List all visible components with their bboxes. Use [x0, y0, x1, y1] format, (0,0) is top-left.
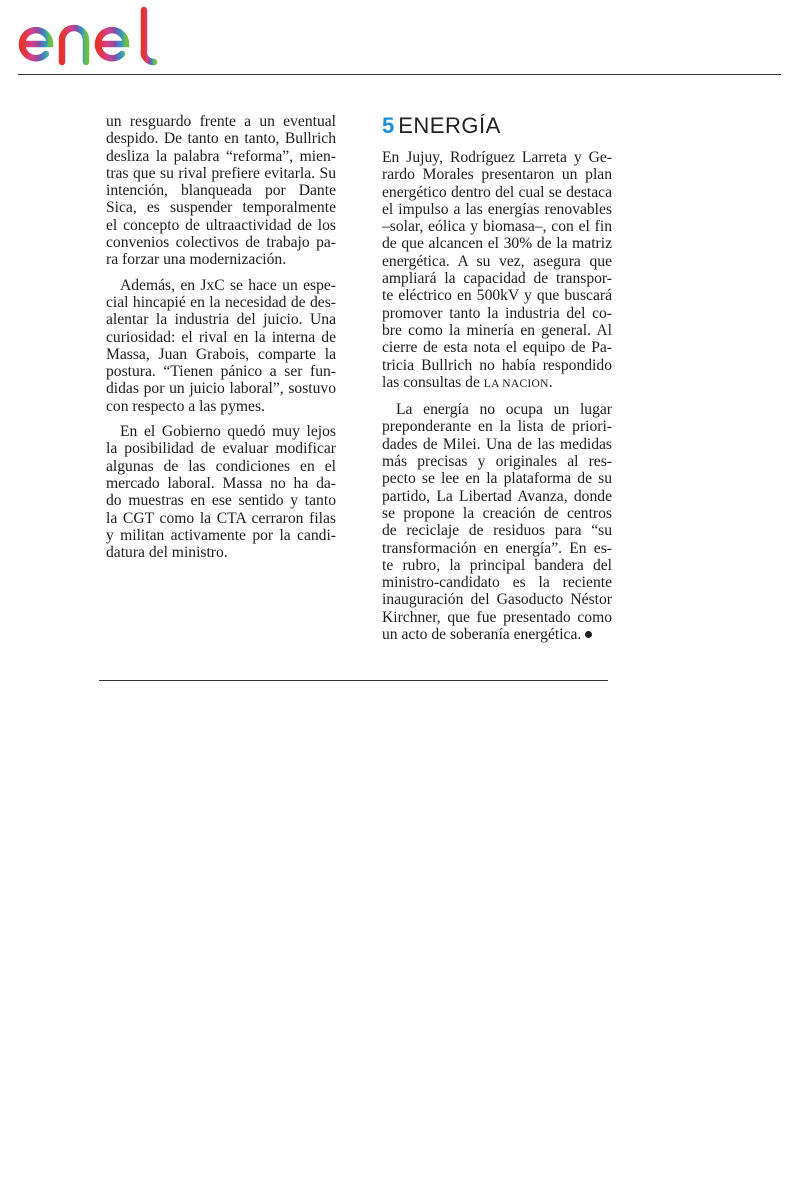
paragraph-3 [106, 423, 336, 561]
text-line: el impulso a las energías renovables [382, 200, 612, 218]
text-line: bre como la minería en general. Al [382, 321, 612, 339]
end-of-article-dot-icon [585, 631, 592, 638]
text-line: pecto se lee en la plataforma de su [382, 470, 612, 488]
text-line: inauguración del Gasoducto Néstor [382, 591, 612, 609]
text-fragment: las consultas de [382, 373, 484, 391]
text-line: didas por un juicio laboral”, sostuvo [106, 380, 336, 398]
text-line: convenios colectivos de trabajo pa- [106, 234, 336, 252]
text-line: más precisas y originales al res- [382, 453, 612, 471]
text-line [382, 374, 612, 393]
text-line: se propone la creación de centros [382, 504, 612, 522]
enel-logo [18, 6, 180, 68]
text-line: ampliará la capacidad de transpor- [382, 270, 612, 288]
text-line: En Jujuy, Rodríguez Larreta y Ge- [382, 149, 612, 166]
text-line: la CGT como la CTA cerraron filas [106, 509, 336, 527]
text-line: do muestras en ese sentido y tanto [106, 492, 336, 510]
text-line: energética. A su vez, asegura que [382, 252, 612, 270]
text-line: te rubro, la principal bandera del [382, 556, 612, 574]
text-line: con respecto a las pymes. [106, 397, 265, 415]
text-line: datura del ministro. [106, 544, 228, 562]
text-line: alentar la industria del juicio. Una [106, 311, 336, 329]
text-fragment: . [548, 373, 553, 391]
text-line: En el Gobierno quedó muy lejos [120, 423, 336, 441]
text-line: y militan activamente por la candi- [106, 526, 336, 544]
text-line: cial hincapié en la necesidad de des- [106, 293, 336, 311]
text-line: ra forzar una modernización. [106, 251, 287, 269]
text-line: tras que su rival prefiere evitarla. Su [106, 164, 336, 182]
text-line: curiosidad: el rival en la interna de [106, 328, 336, 346]
text-line: despido. De tanto en tanto, Bullrich [106, 130, 336, 148]
paragraph-1 [106, 113, 336, 269]
section-number: 5 [382, 113, 395, 138]
text-line: postura. “Tienen pánico a ser fun- [106, 363, 336, 381]
text-line: la posibilidad de evaluar modificar [106, 440, 336, 458]
paragraph-2 [106, 277, 336, 415]
text-line: intención, blanqueada por Dante [106, 182, 336, 200]
section-heading [382, 113, 612, 139]
paragraph-energia-1 [382, 149, 612, 393]
text-line: algunas de las condiciones en el [106, 457, 336, 475]
text-line [382, 626, 612, 643]
footer-divider [99, 680, 608, 681]
text-line: te eléctrico en 500kV y que buscará [382, 287, 612, 305]
publication-name: LA NACION [483, 377, 549, 390]
text-line: preponderante en la lista de priori- [382, 418, 612, 436]
text-line: Kirchner, que fue presentado como [382, 608, 612, 626]
header-divider [18, 74, 781, 75]
text-line: tricia Bullrich no había respondido [382, 356, 612, 374]
text-line: rardo Morales presentaron un plan [382, 166, 612, 184]
text-line: Además, en JxC se hace un espe- [120, 276, 336, 294]
text-line: La energía no ocupa un lugar [396, 401, 612, 419]
text-line: Massa, Juan Grabois, comparte la [106, 345, 336, 363]
text-line: –solar, eólica y biomasa–, con el fin [382, 218, 612, 236]
left-column [106, 113, 336, 569]
text-line: ministro-candidato es la reciente [382, 574, 612, 592]
enel-logo-mark [18, 6, 180, 68]
text-line: mercado laboral. Massa no ha da- [106, 474, 336, 492]
text-line: desliza la palabra “reforma”, mien- [106, 147, 336, 165]
text-line: de que alcancen el 30% de la matriz [382, 235, 612, 253]
text-line: promover tanto la industria del co- [382, 304, 612, 322]
text-line: dades de Milei. Una de las medidas [382, 435, 612, 453]
text-line: cierre de esta nota el equipo de Pa- [382, 339, 612, 357]
paragraph-energia-2 [382, 401, 612, 643]
text-line: Sica, es suspender temporalmente [106, 199, 336, 217]
text-line: energético dentro del cual se destaca [382, 183, 612, 201]
text-fragment: un acto de soberanía energética. [382, 626, 582, 644]
section-title: ENERGÍA [398, 113, 501, 138]
right-column [382, 113, 612, 651]
text-line: de reciclaje de residuos para “su [382, 522, 612, 540]
text-line: un resguardo frente a un eventual [106, 113, 336, 130]
text-line: transformación en energía”. En es- [382, 539, 612, 557]
text-line: partido, La Libertad Avanza, donde [382, 487, 612, 505]
text-line: el concepto de ultraactividad de los [106, 216, 336, 234]
